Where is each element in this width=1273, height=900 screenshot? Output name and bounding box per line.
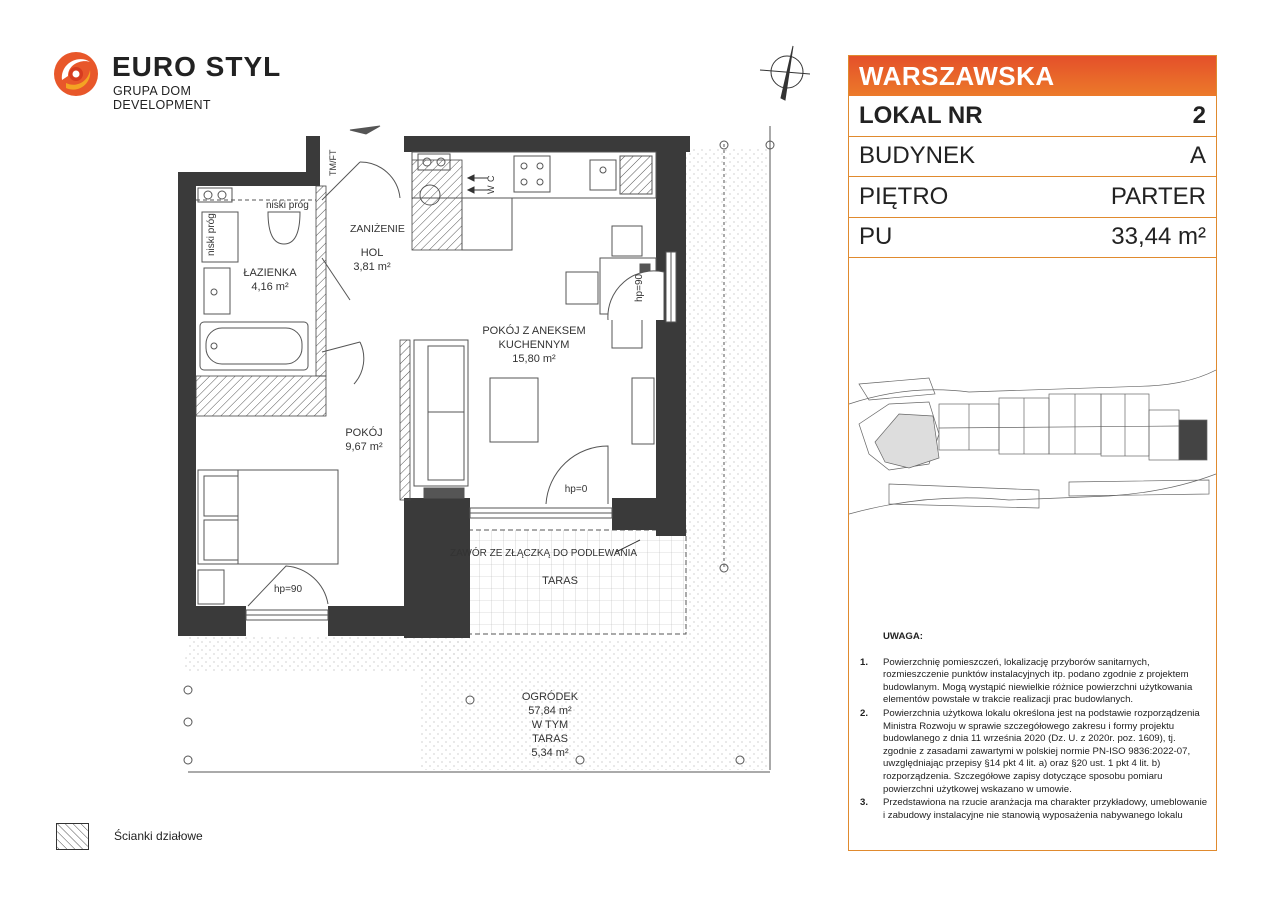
row-pietro-value: PARTER	[1110, 182, 1206, 210]
label-zawor: ZAWÓR ZE ZŁĄCZKĄ DO PODLEWANIA	[450, 548, 638, 559]
note-item	[857, 797, 1209, 822]
row-lokal	[849, 96, 1216, 137]
floor-plan	[170, 40, 810, 830]
room-aneks-name2: KUCHENNYM	[498, 339, 570, 351]
notes	[857, 631, 1209, 823]
row-pietro	[849, 177, 1216, 218]
note-number: 1.	[860, 656, 869, 668]
room-ogrodek-sub-name: TARAS	[532, 733, 568, 745]
notes-title: UWAGA:	[883, 631, 923, 642]
note-number: 3.	[860, 797, 869, 809]
room-aneks-name1: POKÓJ Z ANEKSEM	[482, 325, 586, 337]
label-niski-prog-2: niski próg	[206, 213, 217, 256]
room-hol-area: 3,81 m²	[353, 261, 391, 273]
note-text: Powierzchnię pomieszczeń, lokalizację przyborów sanitarnych, rozmieszczenie punktów instalacyjnych itp. podano zgodnie z projektem budowlanym. Mogą wystąpić niewielkie różnice powierzchni użytkowania elementów powstałe w trakcie realizacji prac budowlanych.	[883, 656, 1193, 706]
row-lokal-label: LOKAL NR	[859, 101, 983, 129]
note-text: Przedstawiona na rzucie aranżacja ma charakter przykładowy, umeblowanie i zabudowy instalacyjne nie stanowią wyposażenia nabywanego lokalu	[883, 797, 1208, 821]
inner-walls	[196, 160, 462, 500]
north-arrow-icon	[760, 46, 810, 100]
label-water-c: C	[486, 175, 496, 182]
euro-styl-logo-icon	[52, 50, 100, 98]
room-ogrodek-name: OGRÓDEK	[521, 691, 579, 703]
room-pokoj-name: POKÓJ	[345, 427, 383, 439]
logo-name: EURO STYL	[112, 51, 282, 82]
row-pu	[849, 218, 1216, 259]
room-ogrodek-sub-area: 5,34 m²	[531, 747, 569, 759]
investment-title: WARSZAWSKA	[849, 56, 1216, 96]
room-lazienka-area: 4,16 m²	[251, 281, 289, 293]
room-lazienka-name: ŁAZIENKA	[243, 267, 297, 279]
label-hp0: hp=0	[564, 484, 588, 495]
row-pu-value: 33,44 m²	[1111, 223, 1206, 251]
row-budynek	[849, 137, 1216, 178]
legend-label: Ścianki działowe	[114, 829, 203, 843]
row-pu-label: PU	[859, 223, 893, 251]
room-pokoj-area: 9,67 m²	[345, 441, 383, 453]
room-aneks-area: 15,80 m²	[512, 353, 556, 365]
note-item	[857, 657, 1209, 707]
bedroom-furniture	[198, 470, 338, 606]
site-map	[849, 364, 1216, 539]
row-pietro-label: PIĘTRO	[859, 182, 949, 210]
room-taras-name: TARAS	[542, 575, 578, 587]
note-item	[857, 708, 1209, 796]
note-text: Powierzchnia użytkowa lokalu określona jest na podstawie rozporządzenia Ministra Rozwoju w sprawie szczegółowego zakresu i formy projektu budowlanego z dnia 11 września 2020 (Dz. U. z 2020r. poz. 1609), tj. zgodnie z zasadami zawartymi w polskiej normie PN-ISO 9836:2022-07, uwzględniając przepisy §14 pkt 4 lit. a) oraz §20 ust. 1 pkt 4 lit. b) rozporządzenia. Szczegółowe zapisy dotyczące sposobu pomiaru powierzchni użytkowej wskazano w umowie.	[883, 707, 1200, 795]
note-number: 2.	[860, 707, 869, 719]
floor-plan-drawing	[170, 40, 810, 830]
label-water-w: W	[486, 185, 496, 194]
label-hp90-kitchen: hp=90	[634, 273, 645, 302]
room-hol-name: HOL	[360, 247, 384, 259]
room-ogrodek-area: 57,84 m²	[528, 705, 572, 717]
label-tmft: TM/FT	[328, 149, 338, 176]
label-zanizenie: ZANIŻENIE	[350, 223, 405, 235]
row-lokal-value: 2	[1192, 101, 1206, 129]
label-niski-prog-1: niski próg	[266, 200, 309, 211]
label-hp90-room: hp=90	[273, 584, 303, 595]
row-budynek-value: A	[1189, 142, 1206, 170]
legend-hatch-swatch	[56, 823, 89, 850]
info-panel	[848, 55, 1217, 851]
logo-subtitle: GRUPA DOM DEVELOPMENT	[113, 84, 211, 112]
row-budynek-label: BUDYNEK	[859, 142, 976, 170]
room-ogrodek-sub: W TYM	[531, 719, 569, 731]
